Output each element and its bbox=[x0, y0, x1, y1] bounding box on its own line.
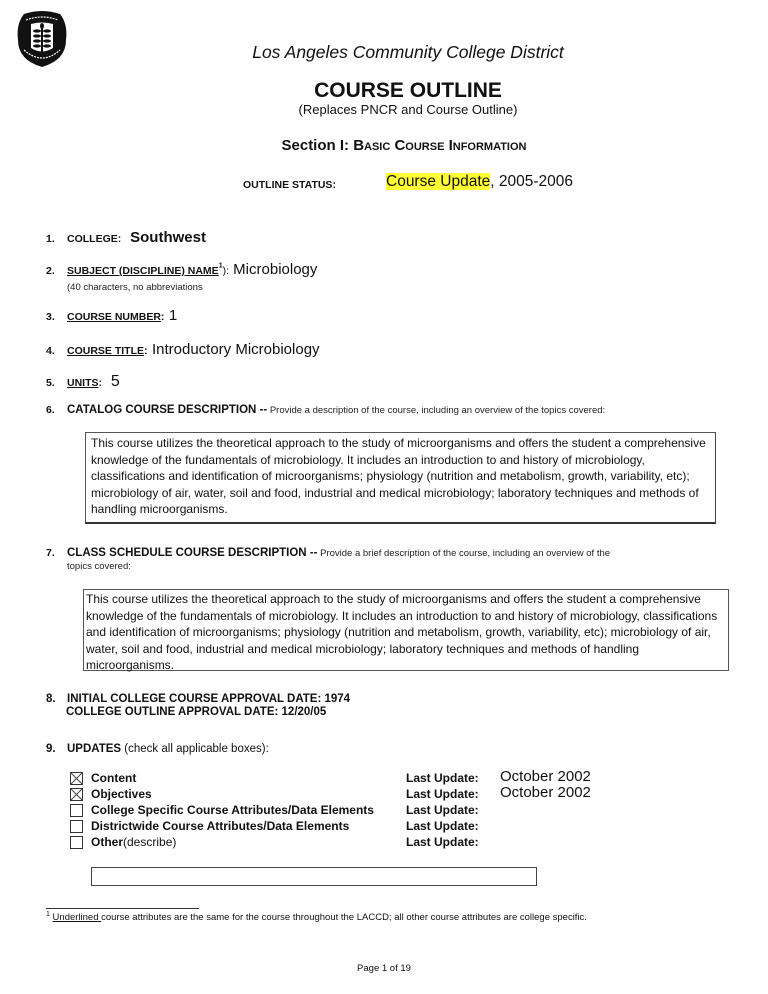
footnote-divider bbox=[46, 908, 199, 909]
footnote-ref: 1 bbox=[218, 262, 223, 270]
update-label-extra: (describe) bbox=[123, 835, 177, 849]
item-number: 5. bbox=[46, 377, 55, 389]
district-name: Los Angeles Community College District bbox=[252, 42, 564, 62]
colon: : bbox=[144, 345, 148, 357]
item-catalog-description bbox=[46, 404, 605, 416]
schedule-instruction-line2: topics covered: bbox=[67, 561, 131, 572]
catalog-description-box[interactable]: This course utilizes the theoretical approach to the study of microorganisms and offers the student a comprehensive knowledge of the fundamentals of microbiology. It includes an introduction to and history of microbiology, classifications and identification of microorganisms; physiology (nutrition and metabolism, growth, variability, etc); microbiology of air, water, soil and food, industrial and medical microbiology; laboratory techniques and methods of handling microorganisms. bbox=[85, 432, 716, 524]
update-label: Objectives bbox=[91, 787, 152, 801]
item-number: 4. bbox=[46, 345, 55, 357]
update-label: Content bbox=[91, 771, 137, 785]
item-college bbox=[46, 229, 206, 247]
last-update-label: Last Update: bbox=[406, 787, 479, 801]
subject-hint: (40 characters, no abbreviations bbox=[67, 282, 203, 293]
update-row-college-specific bbox=[70, 802, 374, 818]
status-highlight: Course Update bbox=[386, 173, 491, 190]
outline-approval-date: COLLEGE OUTLINE APPROVAL DATE: 12/20/05 bbox=[66, 706, 327, 718]
other-checkbox[interactable] bbox=[70, 836, 83, 849]
catalog-instruction: Provide a description of the course, including an overview of the topics covered: bbox=[267, 405, 606, 416]
college-specific-checkbox[interactable] bbox=[70, 804, 83, 817]
section-heading bbox=[0, 137, 768, 154]
update-row-districtwide bbox=[70, 818, 349, 834]
outline-status-value bbox=[386, 173, 573, 191]
units-value: 5 bbox=[110, 373, 120, 390]
page-number: Page 1 of 19 bbox=[357, 963, 411, 974]
item-number: 8. bbox=[46, 693, 56, 705]
last-update-label: Last Update: bbox=[406, 803, 479, 817]
course-number-label: COURSE NUMBER bbox=[67, 311, 161, 323]
other-description-field[interactable] bbox=[91, 867, 537, 886]
item-number: 1. bbox=[46, 233, 55, 245]
subject-value: Microbiology bbox=[229, 261, 318, 278]
update-row-objectives bbox=[70, 786, 152, 802]
item-course-number bbox=[46, 307, 177, 325]
status-year: , 2005-2006 bbox=[490, 173, 574, 190]
item-approval-dates bbox=[46, 689, 350, 707]
update-label: Districtwide Course Attributes/Data Elements bbox=[91, 819, 350, 833]
item-number: 3. bbox=[46, 311, 55, 323]
initial-approval-date: INITIAL COLLEGE COURSE APPROVAL DATE: 1974 bbox=[67, 693, 351, 705]
last-update-label: Last Update: bbox=[406, 835, 479, 849]
update-row-other bbox=[70, 834, 176, 850]
document-subtitle: (Replaces PNCR and Course Outline) bbox=[298, 102, 518, 117]
schedule-instruction: Provide a brief description of the course, including an overview of the bbox=[317, 548, 611, 559]
last-update-date-objectives: October 2002 bbox=[500, 784, 591, 801]
last-update-label: Last Update: bbox=[406, 819, 479, 833]
catalog-label: CATALOG COURSE DESCRIPTION -- bbox=[67, 404, 268, 416]
section-name: Basic Course Information bbox=[353, 137, 527, 154]
colon: : bbox=[160, 311, 165, 323]
subject-after: ): bbox=[222, 265, 230, 277]
last-update-label: Last Update: bbox=[406, 771, 479, 785]
item-updates bbox=[46, 739, 269, 757]
item-number: 9. bbox=[46, 743, 56, 755]
last-update-date-content: October 2002 bbox=[500, 768, 591, 785]
update-row-content bbox=[70, 770, 136, 786]
footnote-marker: 1 bbox=[46, 911, 50, 918]
item-number: 7. bbox=[46, 547, 55, 559]
course-number-value: 1 bbox=[168, 307, 178, 324]
item-subject bbox=[46, 261, 317, 279]
document-title: COURSE OUTLINE bbox=[314, 79, 502, 102]
college-label: COLLEGE: bbox=[67, 233, 122, 245]
districtwide-checkbox[interactable] bbox=[70, 820, 83, 833]
update-label: Other bbox=[91, 835, 124, 849]
schedule-description-box[interactable]: This course utilizes the theoretical approach to the study of microorganisms and offers the student a comprehensive knowledge of the fundamentals of microbiology. It includes an introduction to and history of microbiology, classifications and identification of microorganisms; physiology (nutrition and metabolism, growth, variability, etc); microbiology of air, water, soil and food, industrial and medical microbiology; laboratory techniques and methods of handling microorganisms. bbox=[83, 589, 729, 671]
units-label: UNITS bbox=[67, 377, 99, 389]
item-schedule-description bbox=[46, 543, 610, 561]
footnote-text: course attributes are the same for the course throughout the LACCD; all other course attributes are college specific. bbox=[101, 912, 587, 924]
course-title-label: COURSE TITLE bbox=[67, 345, 145, 357]
section-prefix: Section I: bbox=[281, 137, 354, 154]
item-number: 6. bbox=[46, 404, 55, 416]
updates-instruction: (check all applicable boxes): bbox=[121, 743, 269, 755]
footnote bbox=[46, 911, 587, 923]
item-number: 2. bbox=[46, 265, 55, 277]
colon: : bbox=[98, 377, 102, 389]
content-checkbox[interactable] bbox=[70, 772, 83, 785]
course-title-value: Introductory Microbiology bbox=[151, 341, 320, 358]
item-units bbox=[46, 373, 120, 391]
outline-status-label: OUTLINE STATUS: bbox=[243, 179, 336, 191]
footnote-underlined: Underlined bbox=[52, 912, 102, 924]
objectives-checkbox[interactable] bbox=[70, 788, 83, 801]
item-course-title bbox=[46, 341, 320, 359]
update-label: College Specific Course Attributes/Data Elements bbox=[91, 803, 374, 817]
updates-label: UPDATES bbox=[67, 743, 122, 755]
schedule-label: CLASS SCHEDULE COURSE DESCRIPTION -- bbox=[67, 547, 318, 559]
college-value: Southwest bbox=[130, 229, 206, 246]
subject-label: SUBJECT (DISCIPLINE) NAME bbox=[67, 265, 219, 277]
